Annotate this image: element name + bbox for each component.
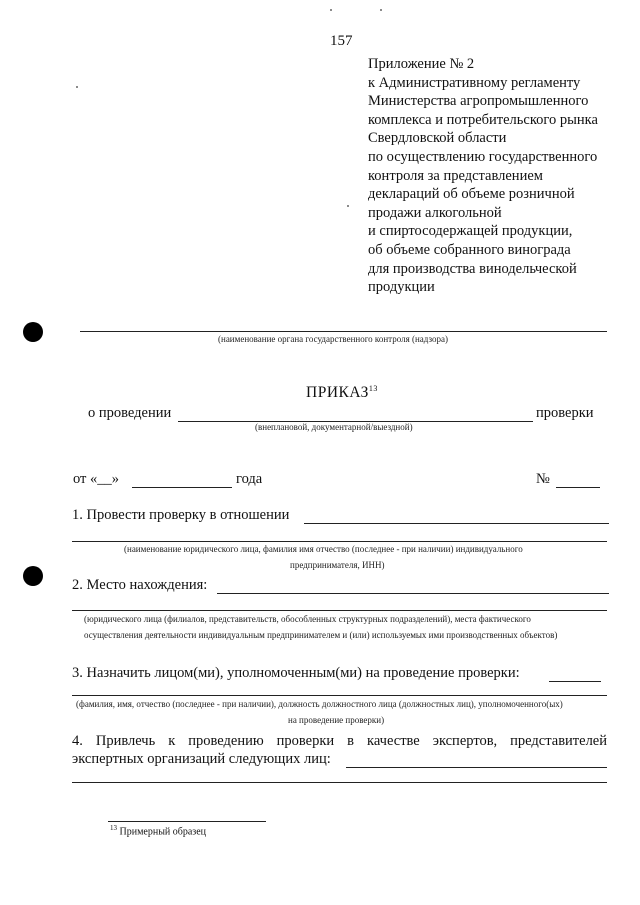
item2-field-line-a[interactable] — [217, 593, 609, 594]
conduct-suffix: проверки — [536, 405, 594, 421]
item4-line2: экспертных организаций следующих лиц: — [72, 751, 331, 767]
page-number: 157 — [330, 33, 353, 49]
item4-field-line-b[interactable] — [72, 782, 607, 783]
footnote-separator — [108, 821, 266, 822]
scan-speck — [76, 86, 78, 88]
authority-caption: (наименование органа государственного контроля (надзора) — [218, 334, 448, 344]
appendix-line: Свердловской области — [368, 130, 507, 147]
appendix-block — [368, 55, 598, 297]
appendix-line: и спиртосодержащей продукции, — [368, 223, 573, 240]
date-year-label: года — [236, 471, 263, 487]
appendix-line: комплекса и потребительского рынка — [368, 111, 598, 128]
item3-caption-line2: на проведение проверки) — [288, 715, 385, 725]
item4-field-line-a[interactable] — [346, 767, 607, 768]
appendix-line: Приложение № 2 — [368, 56, 475, 72]
appendix-line: об объеме собранного винограда — [368, 241, 571, 258]
item2-caption-line1: (юридического лица (филиалов, представительств, обособленных структурных подразделений), места фактического — [84, 614, 531, 624]
item1-field-line-a[interactable] — [304, 523, 609, 524]
binder-hole-bottom — [23, 566, 43, 586]
item2-field-line-b[interactable] — [72, 610, 607, 611]
item1-caption-line1: (наименование юридического лица, фамилия имя отчество (последнее - при наличии) индивидуального — [124, 544, 523, 554]
scan-speck — [380, 9, 382, 11]
appendix-line: продукции — [368, 279, 435, 296]
item4-line1: 4. Привлечь к проведению проверки в качестве экспертов, представителей — [72, 733, 607, 749]
item2-label: 2. Место нахождения: — [72, 577, 208, 593]
appendix-line: для производства винодельческой — [368, 260, 577, 277]
date-month-field-line[interactable] — [132, 487, 232, 488]
footnote — [110, 824, 206, 837]
authority-field-line[interactable] — [80, 331, 607, 332]
binder-hole-top — [23, 322, 43, 342]
conduct-caption: (внеплановой, документарной/выездной) — [255, 422, 413, 432]
conduct-prefix: о проведении — [88, 405, 172, 421]
appendix-line: деклараций об объеме розничной — [368, 186, 575, 203]
item2-caption-line2: осуществления деятельности индивидуальным предпринимателем и (или) используемых ими производственных объектов) — [84, 630, 558, 640]
order-title — [306, 384, 378, 402]
scan-speck — [330, 9, 332, 11]
item3-label: 3. Назначить лицом(ми), уполномоченным(ми) на проведение проверки: — [72, 665, 520, 681]
item1-label: 1. Провести проверку в отношении — [72, 507, 290, 523]
item1-field-line-b[interactable] — [72, 541, 607, 542]
item1-caption-line2: предпринимателя, ИНН) — [290, 560, 385, 570]
item3-field-line-a[interactable] — [549, 681, 601, 682]
order-title-footnote-ref: 13 — [368, 384, 378, 393]
order-number-label: № — [536, 471, 550, 487]
date-from: от «__» — [73, 471, 120, 487]
appendix-line: контроля за представлением — [368, 167, 543, 184]
footnote-ref: 13 — [110, 824, 117, 832]
appendix-line: Министерства агропромышленного — [368, 93, 589, 110]
order-title-text: ПРИКАЗ — [306, 384, 369, 402]
item3-field-line-b[interactable] — [72, 695, 607, 696]
appendix-line: к Административному регламенту — [368, 74, 581, 91]
footnote-text: Примерный образец — [119, 826, 207, 838]
appendix-line: по осуществлению государственного — [368, 148, 598, 165]
scan-speck — [347, 205, 349, 207]
order-number-field-line[interactable] — [556, 487, 600, 488]
appendix-line: продажи алкогольной — [368, 204, 502, 221]
item3-caption-line1: (фамилия, имя, отчество (последнее - при наличии), должность должностного лица (должностных лиц), уполномоченного(ых) — [76, 699, 563, 709]
